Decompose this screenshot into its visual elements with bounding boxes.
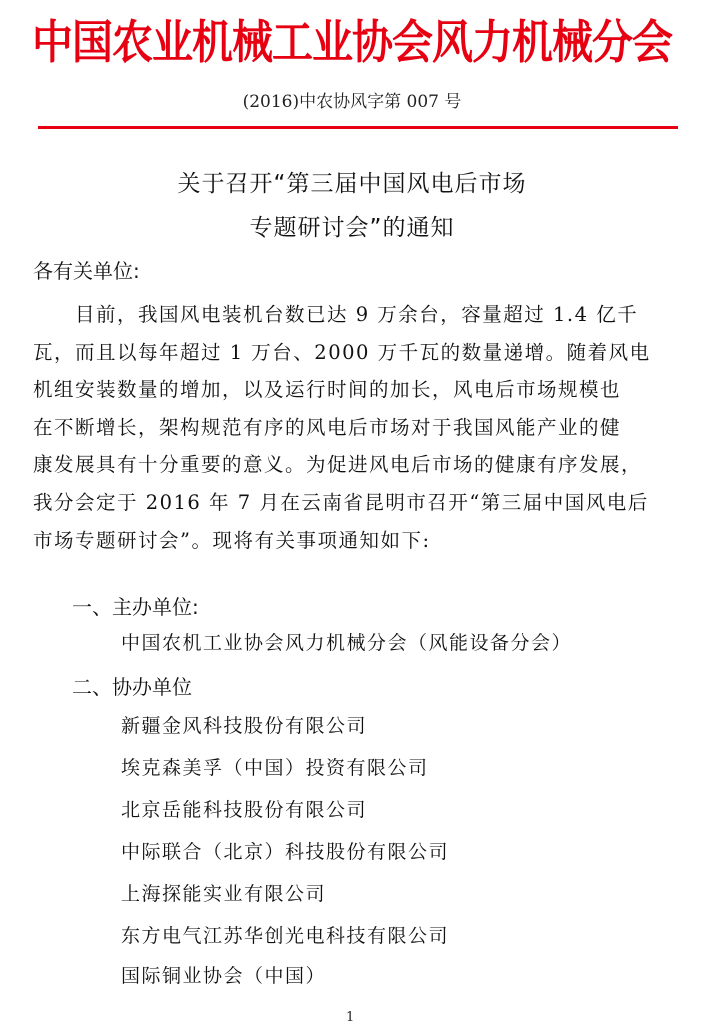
section-heading-organizer: 一、主办单位: [72,595,199,619]
body-paragraph [33,296,675,559]
section-heading-co-organizers: 二、协办单位 [72,675,192,699]
co-organizer-item: 新疆金风科技股份有限公司 [121,715,368,737]
salutation: 各有关单位: [33,259,140,283]
co-organizer-item: 北京岳能科技股份有限公司 [121,799,368,821]
body-line: 康发展具有十分重要的意义。为促进风电后市场的健康有序发展， [33,453,643,477]
body-line: 市场专题研讨会”。现将有关事项通知如下: [33,528,431,552]
co-organizer-item: 上海探能实业有限公司 [121,883,327,905]
body-line: 在不断增长，架构规范有序的风电后市场对于我国风能产业的健 [33,415,622,439]
body-line: 机组安装数量的增加，以及运行时间的加长，风电后市场规模也 [33,378,622,402]
body-line: 我分会定于 2016 年 7 月在云南省昆明市召开“第三届中国风电后 [33,490,649,514]
notice-title-line-1: 关于召开“第三届中国风电后市场 [177,171,527,197]
co-organizer-item: 东方电气江苏华创光电科技有限公司 [121,925,450,947]
co-organizer-item: 埃克森美孚（中国）投资有限公司 [121,757,429,779]
body-line: 瓦，而且以每年超过 1 万台、2000 万千瓦的数量递增。随着风电 [33,340,651,364]
co-organizer-item: 国际铜业协会（中国） [121,965,327,987]
co-organizer-item: 中际联合（北京）科技股份有限公司 [121,841,450,863]
body-line: 目前，我国风电装机台数已达 9 万余台，容量超过 1.4 亿千 [33,303,639,326]
document-number: (2016)中农协风字第 007 号 [242,92,462,112]
organization-title: 中国农业机械工业协会风力机械分会 [32,15,672,70]
organizer-name: 中国农机工业协会风力机械分会（风能设备分会） [121,632,573,654]
notice-title-line-2: 专题研讨会”的通知 [249,215,455,241]
header-red-rule [38,126,678,129]
page-number: 1 [346,1010,355,1025]
